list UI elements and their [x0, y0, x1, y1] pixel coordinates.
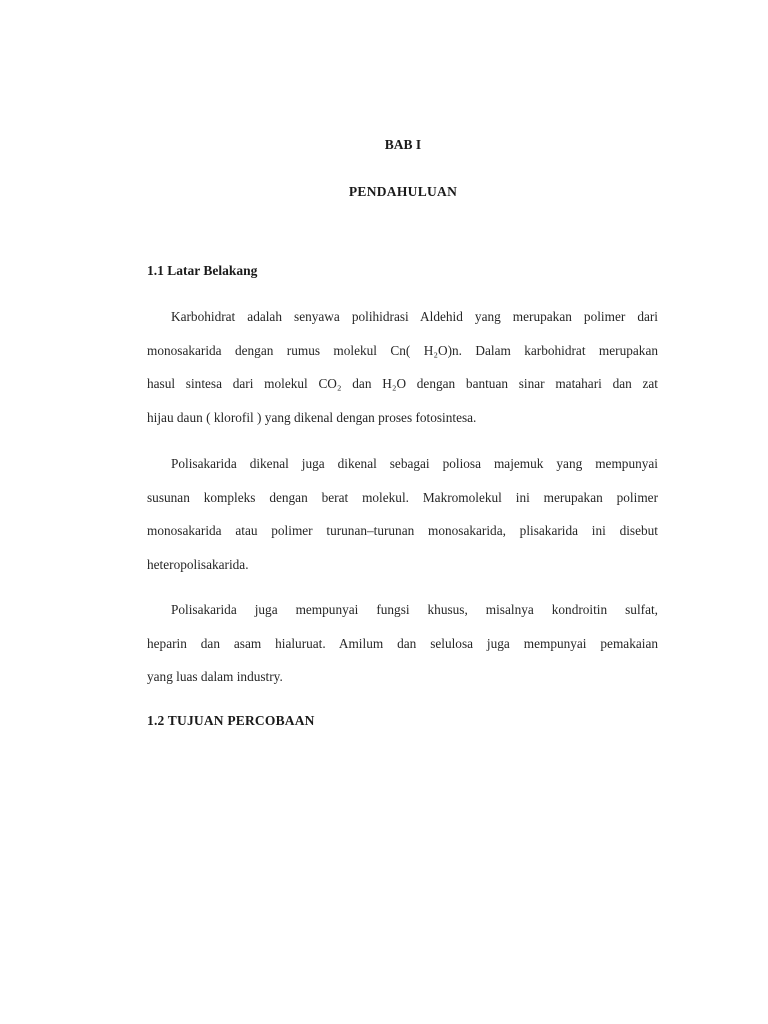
- paragraph-line: monosakarida atau polimer turunan–turunan monosakarida, plisakarida ini disebut: [147, 523, 658, 539]
- paragraph-polisakarida: [147, 447, 658, 581]
- paragraph-line: Karbohidrat adalah senyawa polihidrasi Aldehid yang merupakan polimer dari: [171, 309, 658, 324]
- paragraph-line: monosakarida dengan rumus molekul Cn( H₂O)n. Dalam karbohidrat merupakan: [147, 342, 658, 358]
- paragraph-line: Polisakarida juga mempunyai fungsi khusus, misalnya kondroitin sulfat,: [171, 602, 658, 617]
- paragraph-line: heparin dan asam hialuruat. Amilum dan selulosa juga mempunyai pemakaian: [147, 635, 658, 651]
- paragraph-fungsi-khusus: [147, 593, 658, 694]
- paragraph-line: Polisakarida dikenal juga dikenal sebagai poliosa majemuk yang mempunyai: [171, 456, 658, 471]
- paragraph-line: yang luas dalam industry.: [147, 669, 283, 685]
- paragraph-line: susunan kompleks dengan berat molekul. Makromolekul ini merupakan polimer: [147, 489, 658, 505]
- chapter-title: PENDAHULUAN: [348, 184, 458, 199]
- section-heading-tujuan-percobaan: 1.2 TUJUAN PERCOBAAN: [147, 713, 315, 728]
- chapter-number: BAB I: [384, 137, 422, 152]
- paragraph-line: heteropolisakarida.: [147, 556, 249, 572]
- paragraph-line: hasul sintesa dari molekul CO₂ dan H₂O dengan bantuan sinar matahari dan zat: [147, 376, 658, 392]
- paragraph-line: hijau daun ( klorofil ) yang dikenal dengan proses fotosintesa.: [147, 409, 477, 425]
- section-heading-latar-belakang: 1.1 Latar Belakang: [147, 263, 258, 278]
- paragraph-karbohidrat: [147, 300, 658, 434]
